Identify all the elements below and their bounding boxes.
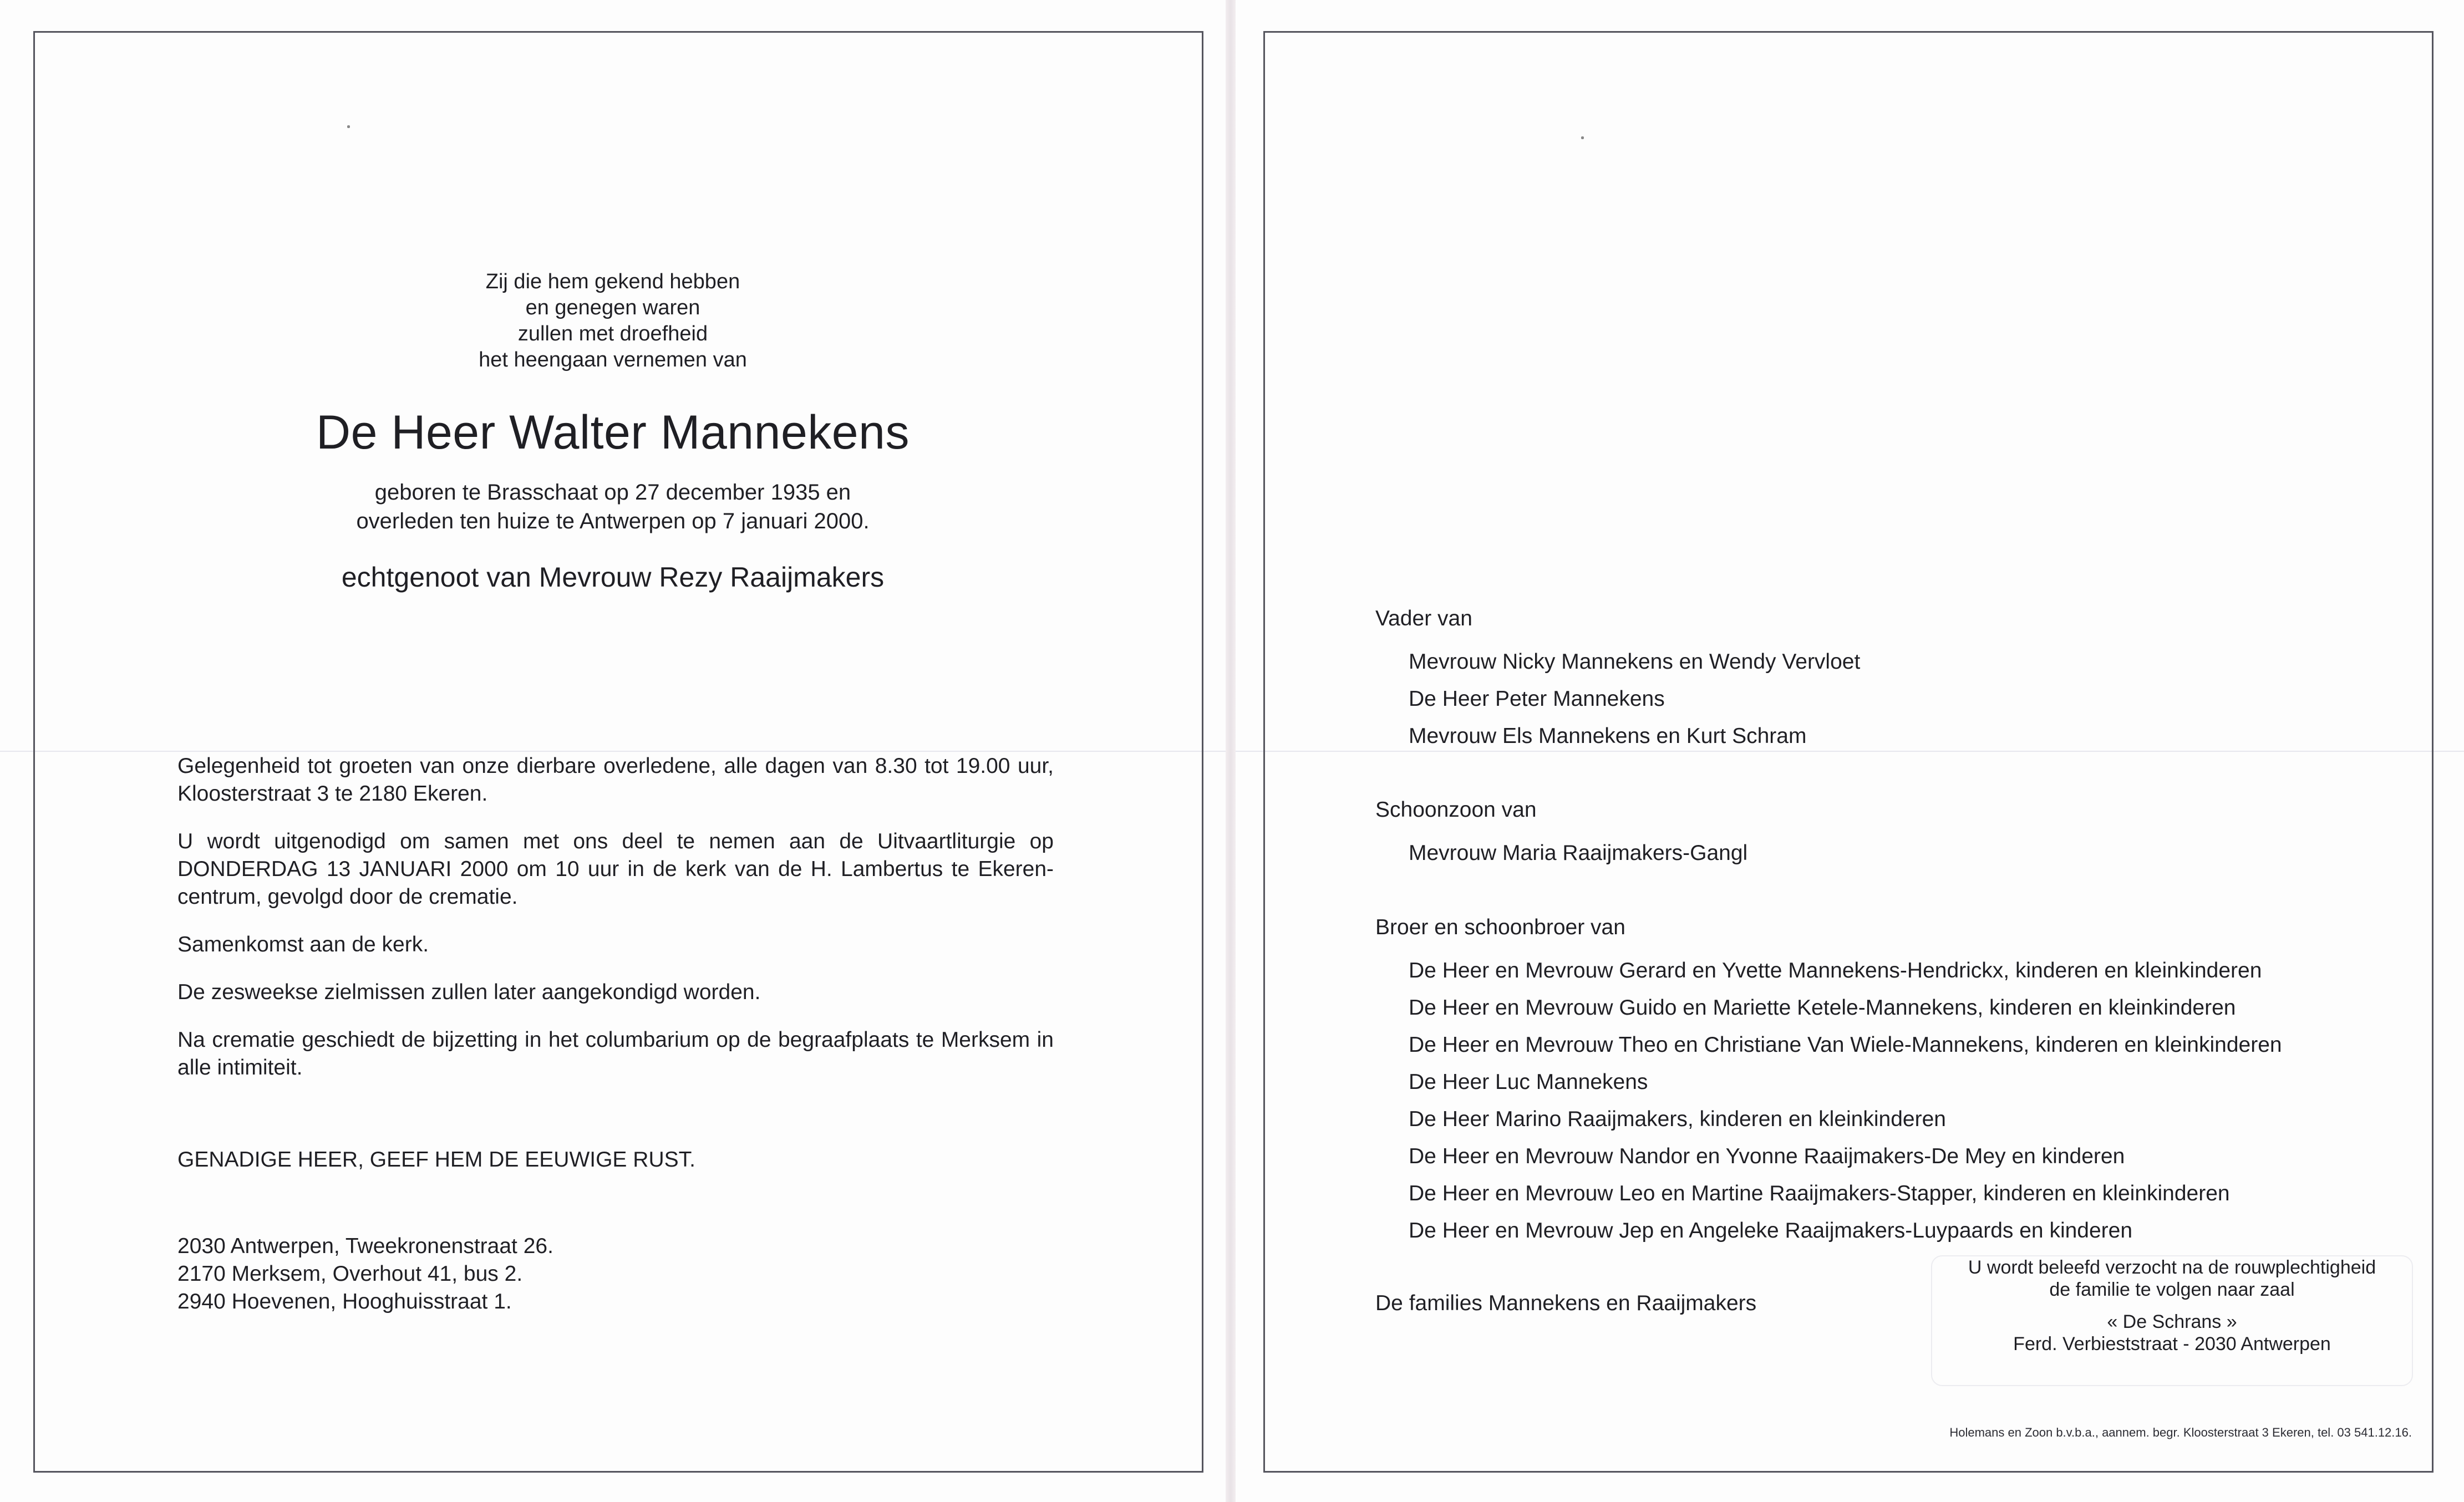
- list-item: De Heer en Mevrouw Leo en Martine Raaijmakers-Stapper, kinderen en kleinkinderen: [1409, 1182, 2230, 1205]
- notice-line: de familie te volgen naar zaal: [2049, 1279, 2295, 1300]
- brother-of-label: Broer en schoonbroer van: [1375, 915, 1625, 939]
- list-item: Mevrouw Nicky Mannekens en Wendy Vervloet: [1409, 650, 1861, 674]
- address-line: 2030 Antwerpen, Tweekronenstraat 26.: [177, 1234, 553, 1258]
- notice-address: Ferd. Verbieststraat - 2030 Antwerpen: [2013, 1333, 2331, 1355]
- notice-line: U wordt beleefd verzocht na de rouwplechtigheid: [1968, 1257, 2376, 1278]
- birth-line: geboren te Brasschaat op 27 december 1935 en: [374, 480, 851, 505]
- list-item: De Heer en Mevrouw Jep en Angeleke Raaijmakers-Luypaards en kinderen: [1409, 1219, 2133, 1243]
- deceased-name: De Heer Walter Mannekens: [316, 406, 910, 459]
- list-item: Mevrouw Els Mannekens en Kurt Schram: [1409, 724, 1807, 748]
- funeral-service-paragraph: [177, 828, 1054, 911]
- paper-speck: [347, 125, 350, 128]
- address-line: 2940 Hoevenen, Hooghuisstraat 1.: [177, 1290, 512, 1313]
- masses-text: De zesweekse zielmissen zullen later aangekondigd worden.: [177, 980, 761, 1004]
- visitation-paragraph: [177, 752, 1054, 808]
- prayer-paragraph: [177, 1146, 1054, 1174]
- prayer-text: GENADIGE HEER, GEEF HEM DE EEUWIGE RUST.: [177, 1148, 695, 1172]
- list-item: De Heer en Mevrouw Gerard en Yvette Mannekens-Hendrickx, kinderen en kleinkinderen: [1409, 959, 2262, 982]
- intro-verse: [222, 269, 1004, 373]
- list-item: De Heer en Mevrouw Theo en Christiane Van Wiele-Mannekens, kinderen en kleinkinderen: [1409, 1033, 2282, 1057]
- son-in-law-label: Schoonzoon van: [1375, 798, 1537, 822]
- masses-paragraph: [177, 979, 1054, 1006]
- intro-line: zullen met droefheid: [517, 322, 708, 345]
- visitation-text: Gelegenheid tot groeten van onze dierbare overledene, alle dagen van 8.30 tot 19.00 uur, Kloosterstraat 3 te 2180 Ekeren.: [177, 754, 1054, 806]
- burial-paragraph: [177, 1026, 1054, 1082]
- burial-text: Na crematie geschiedt de bijzetting in het columbarium op de begraafplaats te Merksem in alle intimiteit.: [177, 1028, 1054, 1080]
- brother-of-list: [1409, 957, 2282, 1254]
- reception-notice: [1931, 1255, 2413, 1386]
- intro-line: Zij die hem gekend hebben: [485, 270, 740, 293]
- list-item: De Heer en Mevrouw Nandor en Yvonne Raaijmakers-De Mey en kinderen: [1409, 1144, 2125, 1168]
- intro-line: en genegen waren: [525, 296, 700, 319]
- spouse-line: echtgenoot van Mevrouw Rezy Raaijmakers: [341, 562, 885, 593]
- death-line: overleden ten huize te Antwerpen op 7 januari 2000.: [356, 509, 870, 533]
- birth-death-dates: [222, 478, 1004, 536]
- father-of-label: Vader van: [1375, 607, 1472, 630]
- printer-credit: Holemans en Zoon b.v.b.a., aannem. begr. Kloosterstraat 3 Ekeren, tel. 03 541.12.16.: [1949, 1425, 2412, 1439]
- list-item: De Heer Marino Raaijmakers, kinderen en kleinkinderen: [1409, 1107, 1946, 1131]
- son-in-law-of: Mevrouw Maria Raaijmakers-Gangl: [1409, 841, 1748, 865]
- family-addresses: [177, 1233, 1054, 1316]
- paper-speck: [1581, 136, 1584, 139]
- list-item: De Heer en Mevrouw Guido en Mariette Ketele-Mannekens, kinderen en kleinkinderen: [1409, 996, 2236, 1020]
- father-of-list: [1409, 648, 1860, 760]
- list-item: De Heer Peter Mannekens: [1409, 687, 1665, 711]
- families-signature: De families Mannekens en Raaijmakers: [1375, 1291, 1757, 1315]
- intro-line: het heengaan vernemen van: [479, 348, 747, 371]
- meeting-text: Samenkomst aan de kerk.: [177, 933, 429, 956]
- notice-venue: « De Schrans »: [2107, 1311, 2237, 1332]
- meeting-paragraph: [177, 931, 1054, 959]
- list-item: De Heer Luc Mannekens: [1409, 1070, 1648, 1094]
- page-gutter: [1226, 0, 1236, 1502]
- funeral-service-text: U wordt uitgenodigd om samen met ons deel te nemen aan de Uitvaartliturgie op DONDERDAG 13 JANUARI 2000 om 10 uur in de kerk van de H. Lambertus te Ekeren-centrum, gevolgd door de crematie.: [177, 829, 1054, 909]
- address-line: 2170 Merksem, Overhout 41, bus 2.: [177, 1262, 523, 1286]
